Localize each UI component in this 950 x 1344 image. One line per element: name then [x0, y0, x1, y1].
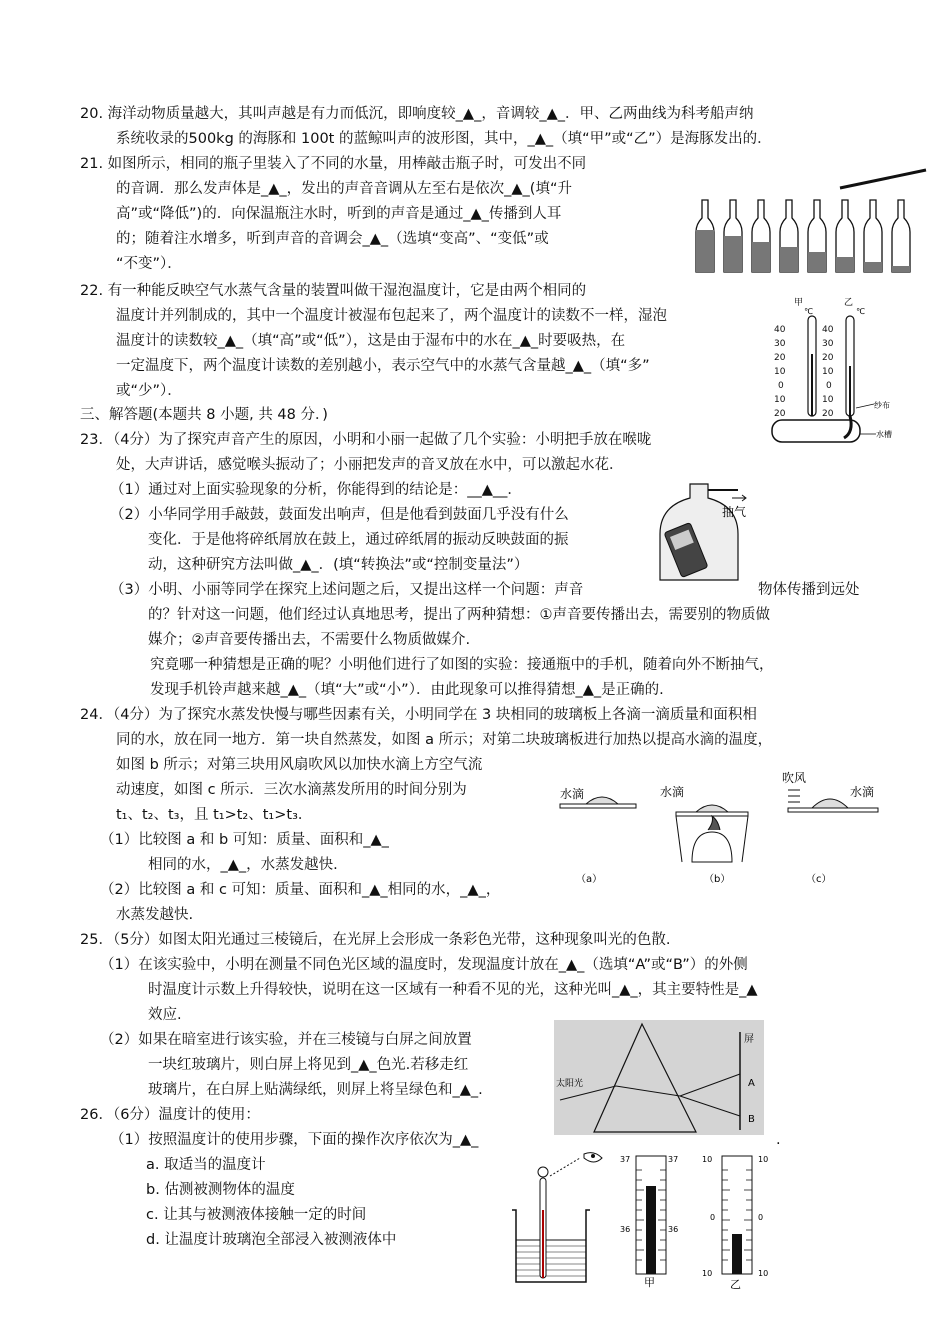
caption-c: （c）: [806, 874, 832, 885]
scale-label: 10: [822, 367, 834, 377]
scale-label: 40: [822, 325, 834, 335]
prism-figure: [554, 1020, 764, 1135]
scale-label: 30: [822, 339, 834, 349]
water-drop-label: 水滴: [560, 787, 585, 801]
bottle: [864, 200, 882, 272]
q24-part-2-line-2: 水蒸发越快.: [116, 907, 194, 923]
q23-part-3-line-1-end: 物体传播到远处: [758, 582, 860, 598]
thermometer-jia-label: 甲: [794, 298, 804, 308]
scale-label: 20: [822, 353, 834, 363]
scale-label: 20: [774, 353, 786, 363]
scale-label: 10: [774, 395, 786, 405]
evaporation-figure: [556, 770, 886, 890]
q21-line-1: 21. 如图所示，相同的瓶子里装入了不同的水量，用棒敲击瓶子时，可发出不同: [80, 156, 587, 172]
scale-label: 20: [822, 409, 834, 419]
thermometer-usage-figure: [504, 1150, 784, 1290]
bottle: [696, 200, 714, 272]
q22-line-3: 温度计的读数较_▲_（填“高”或“低”），这是由于湿布中的水在_▲_时要吸热，在: [116, 333, 626, 349]
panel-b: [660, 784, 748, 885]
dry-mercury: [811, 354, 813, 416]
figure-background: [554, 1020, 764, 1135]
liquid-column-yi: [732, 1234, 742, 1274]
wet-dry-thermometer-figure: [764, 296, 904, 456]
scale-label: 20: [774, 409, 786, 419]
pump-label: 抽气: [722, 505, 747, 519]
scale-label: 10: [774, 367, 786, 377]
q21-line-5: “不变”）．: [116, 256, 182, 272]
q24-line-5: t₁、t₂、t₃，且 t₁>t₂、t₁>t₃．: [116, 807, 313, 823]
caption-a: （a）: [576, 874, 603, 885]
sunlight-label: 太阳光: [556, 1079, 584, 1089]
bottle: [808, 200, 826, 272]
sight-line: [550, 1158, 580, 1176]
q22-line-4: 一定温度下，两个温度计读数的差别越小，表示空气中的水蒸气含量越_▲_（填“多”: [116, 358, 650, 374]
bottle: [836, 200, 854, 272]
bottle-row: [696, 200, 910, 272]
q26-part-1-end: .: [776, 1132, 781, 1148]
bottle: [724, 200, 742, 272]
tick-label: 10: [702, 1155, 713, 1164]
q23-part-3-line-2: 的？针对这一问题，他们经过认真地思考，提出了两种猜想：①声音要传播出去，需要别的物质做: [148, 607, 770, 623]
q22-line-5: 或“少”）．: [116, 383, 182, 399]
wet-mercury: [849, 366, 851, 416]
q25-part-2-line-2: 一块红玻璃片，则白屏上将见到_▲_色光.若移走红: [148, 1057, 469, 1073]
q26-option-d: d. 让温度计玻璃泡全部浸入被测液体中: [146, 1232, 397, 1248]
water-drop-label: 水滴: [850, 785, 875, 799]
trough-label: 水槽: [876, 430, 892, 439]
tick-label: 0: [758, 1213, 764, 1222]
alcohol-lamp: [692, 832, 732, 862]
q26-option-c: c. 让其与被测液体接触一定的时间: [146, 1207, 367, 1223]
q22-line-1: 22. 有一种能反映空气水蒸气含量的装置叫做干湿泡温度计，它是由两个相同的: [80, 283, 587, 299]
q23-part-3-line-1: （3）小明、小丽等同学在探究上述问题之后，又提出这样一个问题：声音: [110, 582, 584, 598]
q24-line-3: 如图 b 所示；对第三块用风扇吹风以加快水滴上方空气流: [116, 757, 483, 773]
thermometer-yi-caption: 乙: [730, 1278, 741, 1290]
scale-label: 0: [778, 381, 784, 391]
water-drop-label: 水滴: [660, 785, 685, 799]
gauze-label: 纱布: [874, 401, 890, 410]
tick-label: 10: [758, 1155, 769, 1164]
q25-part-2-line-1: （2）如果在暗室进行该实验，并在三棱镜与白屏之间放置: [100, 1032, 472, 1048]
q20-line-2: 系统收录的500kg 的海豚和 100t 的蓝鲸叫声的波形图，其中，_▲_（填“甲”或“乙”）是海豚发出的．: [116, 131, 772, 147]
point-b-label: B: [748, 1114, 755, 1125]
q24-line-2: 同的水，放在同一地方．第一块自然蒸发，如图 a 所示；对第二块玻璃板进行加热以提高水滴的温度，: [116, 732, 773, 748]
q24-part-2-line-1: （2）比较图 a 和 c 可知：质量、面积和_▲_相同的水，_▲_，: [100, 882, 501, 898]
bottle: [892, 200, 910, 272]
caption-b: （b）: [704, 874, 731, 885]
bottles-figure: [690, 168, 930, 280]
scale-label: 10: [822, 395, 834, 405]
q25-part-1-line-2: 时温度计示数上升得较快，说明在这一区域有一种看不见的光，这种光叫_▲_，其主要特性是_▲: [148, 982, 758, 998]
q23-line-2: 处，大声讲话，感觉喉头振动了；小丽把发声的音叉放在水中，可以激起水花．: [116, 457, 624, 473]
thermometer-jia-figure: [620, 1155, 678, 1289]
q21-line-3: 高”或“降低”)的．向保温瓶注水时，听到的声音是通过_▲_传播到人耳: [116, 206, 562, 222]
q24-line-4: 动速度，如图 c 所示．三次水滴蒸发所用的时间分别为: [116, 782, 467, 798]
bottle: [780, 200, 798, 272]
tick-label: 36: [620, 1225, 631, 1234]
q26-line-1: 26．（6分）温度计的使用：: [80, 1107, 260, 1123]
q23-part-2-line-2: 变化．于是他将碎纸屑放在鼓上，通过碎纸屑的振动反映鼓面的振: [148, 532, 569, 548]
q23-part-3-line-4: 究竟哪一种猜想是正确的呢？小明他们进行了如图的实验：接通瓶中的手机，随着向外不断抽气，: [150, 657, 774, 673]
thermometer-top: [538, 1167, 548, 1177]
q26-part-1: （1）按照温度计的使用步骤，下面的操作次序依次为_▲_: [110, 1132, 479, 1148]
water-trough: [772, 420, 860, 442]
bottle: [752, 200, 770, 272]
q24-part-1-line-2: 相同的水，_▲_，水蒸发越快.: [148, 857, 338, 873]
tick-label: 36: [668, 1225, 679, 1234]
tick-label: 37: [620, 1155, 631, 1164]
q24-part-1-line-1: （1）比较图 a 和 b 可知：质量、面积和_▲_: [100, 832, 389, 848]
tick-label: 0: [710, 1213, 716, 1222]
q21-line-2: 的音调．那么发声体是_▲_，发出的声音音调从左至右是依次_▲_(填“升: [116, 181, 572, 197]
thermometer-yi-figure: [702, 1155, 768, 1290]
q23-part-3-line-3: 媒介；②声音要传播出去，不需要什么物质做媒介.: [148, 632, 471, 648]
scale-label: 0: [826, 381, 832, 391]
q24-line-1: 24．（4分）为了探究水蒸发快慢与哪些因素有关，小明同学在 3 块相同的玻璃板上各滴一滴质量和面积相: [80, 707, 757, 723]
q20-line-1: 20. 海洋动物质量越大，其叫声越是有力而低沉，即响度较_▲_，音调较_▲_．甲、乙两曲线为科考船声纳: [80, 106, 754, 122]
liquid-column-jia: [646, 1186, 656, 1274]
q25-part-2-line-3: 玻璃片，在白屏上贴满绿纸，则屏上将呈绿色和_▲_.: [148, 1082, 483, 1098]
q23-part-3-line-5: 发现手机铃声越来越_▲_（填“大”或“小”）．由此现象可以推得猜想_▲_是正确的.: [150, 682, 664, 698]
striking-rod: [840, 170, 926, 188]
beaker-figure: [512, 1153, 602, 1282]
q26-option-b: b. 估测被测物体的温度: [146, 1182, 295, 1198]
tick-label: 10: [758, 1269, 769, 1278]
unit-label: ℃: [856, 307, 865, 316]
q22-line-2: 温度计并列制成的，其中一个温度计被湿布包起来了，两个温度计的读数不一样，湿泡: [116, 308, 667, 324]
q23-line-1: 23．（4分）为了探究声音产生的原因，小明和小丽一起做了几个实验：小明把手放在喉咙: [80, 432, 652, 448]
q21-line-4: 的；随着注水增多，听到声音的音调会_▲_（选填“变高”、“变低”或: [116, 231, 549, 247]
panel-a: [560, 786, 636, 885]
point-a-label: A: [748, 1078, 755, 1089]
bell-jar-figure: [650, 480, 760, 582]
q25-line-1: 25．（5分）如图太阳光通过三棱镜后，在光屏上会形成一条彩色光带，这种现象叫光的色散.: [80, 932, 671, 948]
q23-part-2-line-3: 动，这种研究方法叫做_▲_．(填“转换法”或“控制变量法”）: [148, 557, 529, 573]
tick-label: 10: [702, 1269, 713, 1278]
q26-option-a: a. 取适当的温度计: [146, 1157, 266, 1173]
screen-label: 屏: [744, 1034, 754, 1045]
thermometer-jia-caption: 甲: [644, 1276, 655, 1289]
q23-part-2-line-1: （2）小华同学用手敲鼓，鼓面发出响声，但是他看到鼓面几乎没有什么: [110, 507, 569, 523]
tick-label: 37: [668, 1155, 679, 1164]
blow-label: 吹风: [782, 771, 807, 785]
q25-part-1-line-1: （1）在该实验中，小明在测量不同色光区域的温度时，发现温度计放在_▲_（选填“A”或“B”）的外侧: [100, 957, 748, 973]
flame-icon: [708, 816, 720, 830]
scale-label: 40: [774, 325, 786, 335]
scale-label: 30: [774, 339, 786, 349]
q25-part-1-line-3: 效应.: [148, 1007, 182, 1023]
unit-label: ℃: [804, 307, 813, 316]
glass-plate: [560, 804, 636, 808]
glass-plate: [788, 808, 878, 812]
panel-c: [782, 771, 878, 885]
q23-part-1: （1）通过对上面实验现象的分析，你能得到的结论是：__▲__．: [110, 482, 522, 498]
thermometer-yi-label: 乙: [844, 298, 854, 308]
section-3-heading: 三、解答题(本题共 8 小题, 共 48 分．): [80, 407, 328, 423]
